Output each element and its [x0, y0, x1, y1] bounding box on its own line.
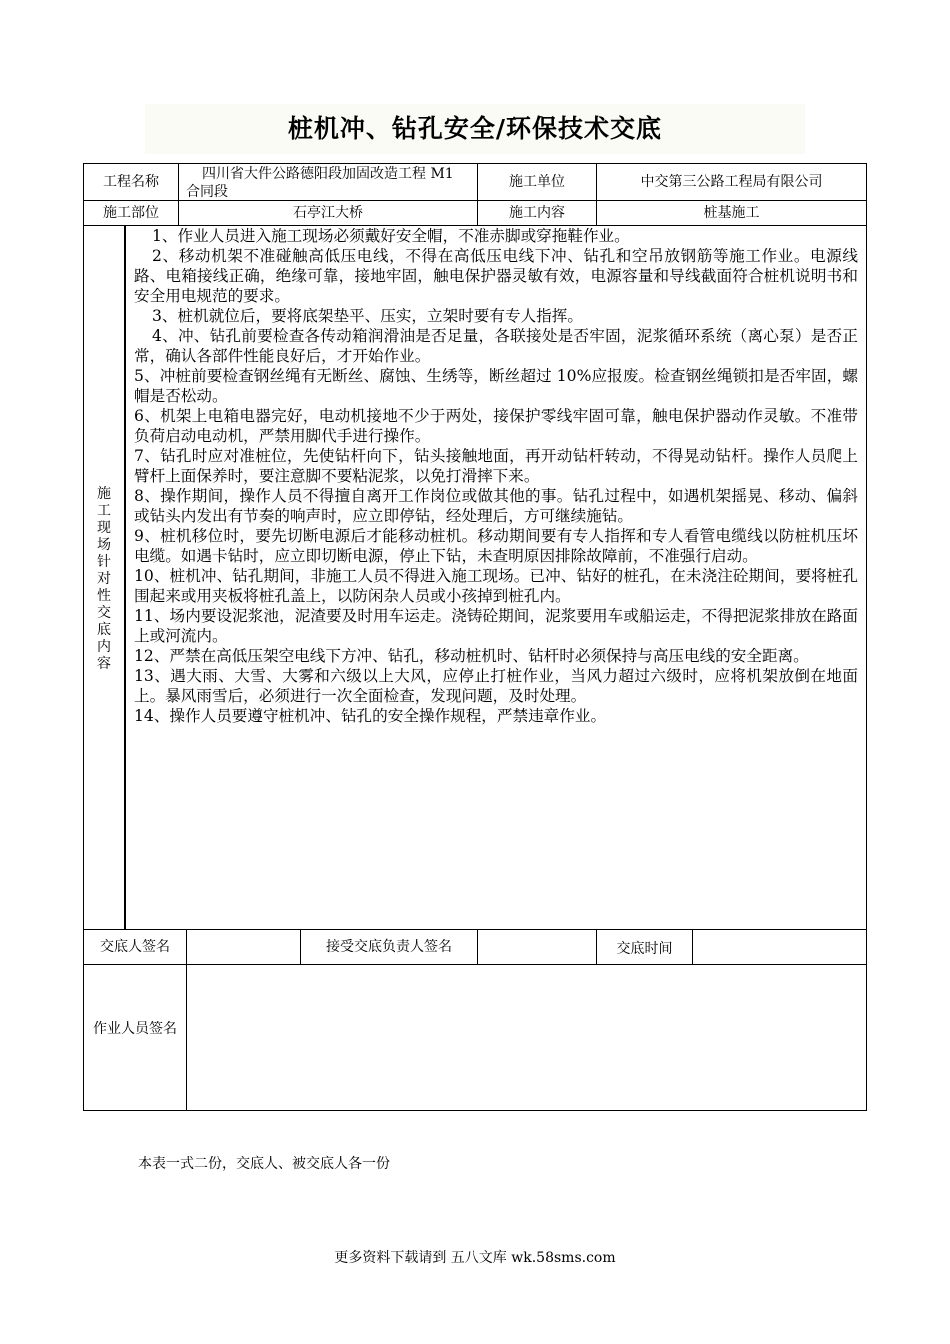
row-divider [83, 964, 867, 965]
construction-unit-value: 中交第三公路工程局有限公司 [640, 174, 823, 190]
construction-unit-label: 施工单位 [509, 174, 565, 190]
disclosure-content-label: 施工现场针对性交底内容 [97, 486, 111, 672]
receiver-signature-field[interactable] [478, 931, 596, 964]
disclosure-item: 1、作业人员进入施工现场必须戴好安全帽，不准赤脚或穿拖鞋作业。 [152, 227, 630, 245]
receiver-signature-label: 接受交底负责人签名 [326, 939, 452, 955]
disclosure-time-field[interactable] [693, 931, 866, 964]
page-footer: 更多资料下载请到 五八文库 wk.58sms.com [334, 1250, 616, 1266]
project-name-label: 工程名称 [103, 174, 159, 190]
disclosure-item: 14、操作人员要遵守桩机冲、钻孔的安全操作规程，严禁违章作业。 [134, 707, 607, 725]
disclosure-item: 10、桩机冲、钻孔期间，非施工人员不得进入施工现场。已冲、钻好的桩孔，在未浇注砼期间，要将桩孔围起来或用夹板将桩孔盖上，以防闲杂人员或小孩掉到桩孔内。 [134, 567, 858, 605]
disclosure-item: 11、场内要设泥浆池，泥渣要及时用车运走。浇铸砼期间，泥浆要用车或船运走，不得把泥浆排放在路面上或河流内。 [134, 607, 858, 645]
construction-content-value: 桩基施工 [703, 205, 760, 221]
copies-note: 本表一式二份，交底人、被交底人各一份 [138, 1156, 390, 1172]
construction-part-value: 石亭江大桥 [293, 205, 363, 221]
col-divider [124, 225, 126, 929]
disclosure-item: 8、操作期间，操作人员不得擅自离开工作岗位或做其他的事。钻孔过程中，如遇机架摇晃、移动、偏斜或钻头内发出有节奏的响声时，应立即停钻，经处理后，方可继续施钻。 [134, 487, 858, 525]
workers-signature-label: 作业人员签名 [93, 1021, 177, 1037]
disclosure-item: 7、钻孔时应对准桩位，先使钻杆向下，钻头接触地面，再开动钻杆转动，不得晃动钻杆。操作人员爬上臂杆上面保养时，要注意脚不要粘泥浆，以免打滑摔下来。 [134, 447, 858, 485]
disclosure-item: 6、机架上电箱电器完好，电动机接地不少于两处，接保护零线牢固可靠，触电保护器动作灵敏。不准带负荷启动电动机，严禁用脚代手进行操作。 [134, 407, 858, 445]
workers-signature-field[interactable] [187, 966, 866, 1110]
giver-signature-label: 交底人签名 [100, 939, 170, 955]
giver-signature-field[interactable] [187, 931, 300, 964]
construction-content-label: 施工内容 [509, 205, 565, 221]
disclosure-item: 13、遇大雨、大雪、大雾和六级以上大风，应停止打桩作业，当风力超过六级时，应将机架放倒在地面上。暴风雨雪后，必须进行一次全面检查，发现问题，及时处理。 [134, 667, 858, 705]
document-title: 桩机冲、钻孔安全/环保技术交底 [145, 104, 805, 154]
disclosure-item: 9、桩机移位时，要先切断电源后才能移动桩机。移动期间要有专人指挥和专人看管电缆线以防桩机压坏电缆。如遇卡钻时，应立即切断电源，停止下钻，未查明原因排除故障前，不准强行启动。 [134, 527, 858, 565]
disclosure-item: 3、桩机就位后，要将底架垫平、压实，立架时要有专人指挥。 [152, 307, 583, 325]
disclosure-items [134, 226, 858, 726]
disclosure-time-label: 交底时间 [616, 941, 673, 957]
disclosure-item: 2、移动机架不准碰触高低压电线，不得在高低压电线下冲、钻孔和空吊放钢筋等施工作业。电源线路、电箱接线正确，绝缘可靠，接地牢固，触电保护器灵敏有效，电源容量和导线截面符合桩机说明书和安全用电规范的要求。 [134, 247, 858, 305]
disclosure-item: 4、冲、钻孔前要检查各传动箱润滑油是否足量，各联接处是否牢固，泥浆循环系统（离心泵）是否正常，确认各部件性能良好后，才开始作业。 [134, 327, 858, 365]
construction-part-label: 施工部位 [103, 205, 159, 221]
project-name-value: 四川省大件公路德阳段加固改造工程 M1 合同段 [186, 166, 454, 200]
row-divider [83, 929, 867, 930]
disclosure-item: 12、严禁在高低压架空电线下方冲、钻孔，移动桩机时、钻杆时必须保持与高压电线的安全距离。 [134, 647, 809, 665]
disclosure-item: 5、冲桩前要检查钢丝绳有无断丝、腐蚀、生绣等，断丝超过 10%应报废。检查钢丝绳锁扣是否牢固，螺帽是否松动。 [134, 367, 858, 405]
